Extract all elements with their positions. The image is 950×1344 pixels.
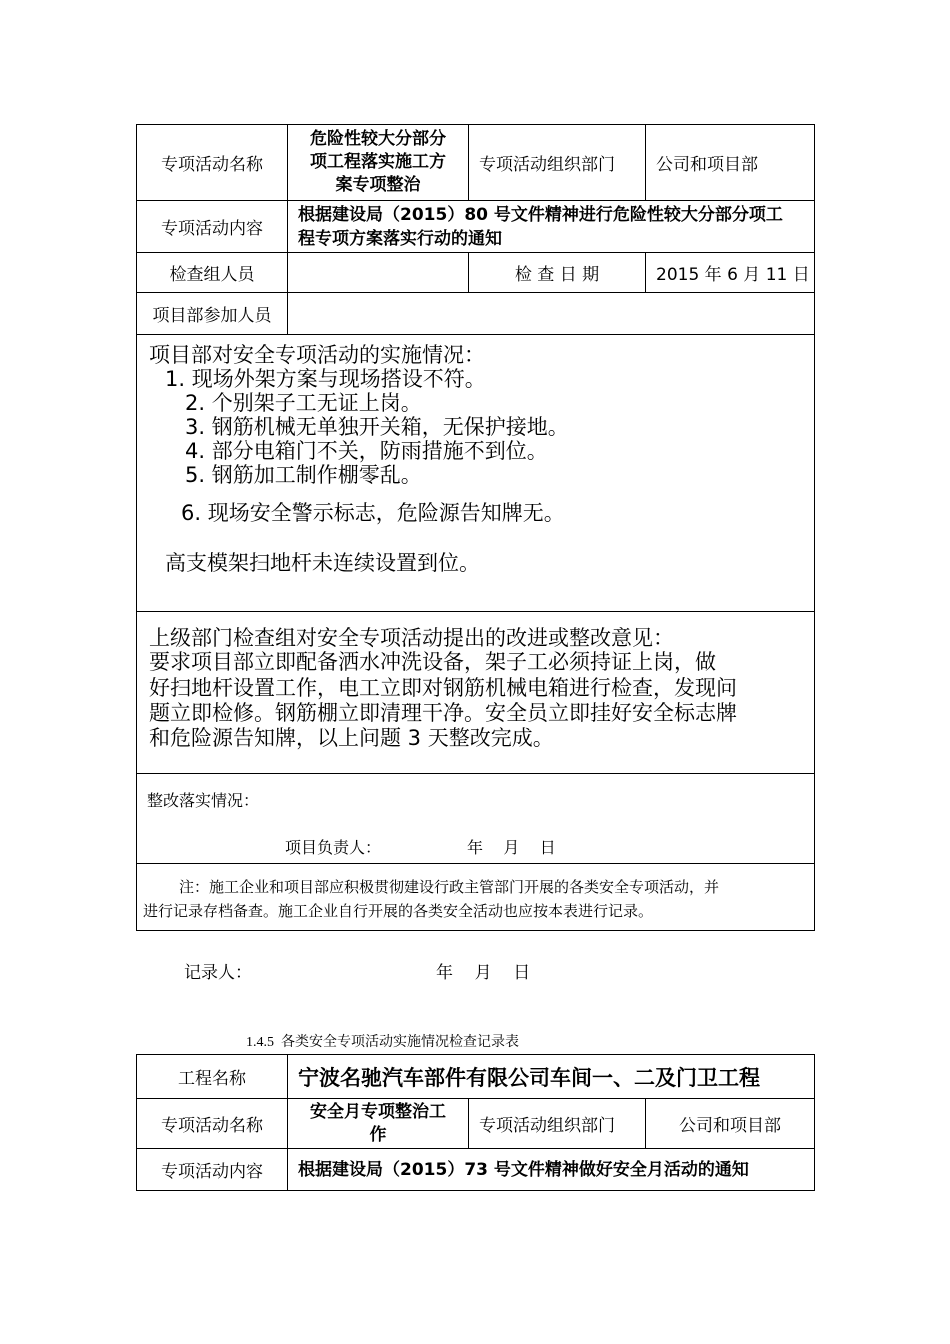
project-name-value: 宁波名驰汽车部件有限公司车间一、二及门卫工程 [288,1055,815,1099]
opinion-section [137,612,815,774]
opinion-heading: 上级部门检查组对安全专项活动提出的改进或整改意见： [149,626,674,650]
content-label: 专项活动内容 [137,1149,288,1191]
inspection-date-value: 2015 年 6 月 11 日 [646,253,815,293]
activity-name-label: 专项活动名称 [137,125,288,201]
organizer-value: 公司和项目部 [646,1099,815,1149]
implementation-item: 4. 部分电箱门不关，防雨措施不到位。 [185,439,548,463]
rectification-heading: 整改落实情况： [147,791,260,810]
opinion-line: 和危险源告知牌，以上问题 3 天整改完成。 [149,726,554,750]
rectification-section [137,774,815,864]
content-value: 根据建设局（2015）73 号文件精神做好安全月活动的通知 [288,1149,815,1191]
implementation-item: 1. 现场外架方案与现场搭设不符。 [165,367,486,391]
note-line: 注：施工企业和项目部应积极贯彻建设行政主管部门开展的各类安全专项活动，并 [179,878,720,896]
participants-label: 项目部参加人员 [137,293,288,335]
project-leader-label: 项目负责人： [285,838,382,857]
activity-name-line: 安全月专项整治工 [310,1101,446,1122]
recorder-label: 记录人： [184,963,252,983]
rectification-date: 年 月 日 [467,838,556,857]
project-name-label: 工程名称 [137,1055,288,1099]
activity-name-value [288,125,469,201]
opinion-line: 好扫地杆设置工作，电工立即对钢筋机械电箱进行检查，发现问 [149,676,737,700]
inspector-value [288,253,469,293]
opinion-line: 要求项目部立即配备洒水冲洗设备，架子工必须持证上岗，做 [149,650,716,674]
activity-name-line: 危险性较大分部分 [310,129,446,149]
organizer-value: 公司和项目部 [646,125,815,201]
activity-record-table-2 [136,1054,815,1191]
implementation-item: 高支模架扫地杆未连续设置到位。 [165,551,480,575]
content-value [288,201,815,253]
note-section [137,864,815,931]
activity-name-label: 专项活动名称 [137,1099,288,1149]
implementation-item: 2. 个别架子工无证上岗。 [185,391,422,415]
participants-value [288,293,815,335]
opinion-line: 题立即检修。钢筋棚立即清理干净。安全员立即挂好安全标志牌 [149,701,737,725]
activity-name-line: 作 [369,1124,387,1145]
organizer-label: 专项活动组织部门 [469,1099,646,1149]
table-caption: 1.4.5 各类安全专项活动实施情况检查记录表 [246,1035,519,1050]
activity-name-line: 案专项整治 [335,175,421,195]
content-line: 程专项方案落实行动的通知 [298,228,502,249]
inspector-label: 检查组人员 [137,253,288,293]
organizer-label: 专项活动组织部门 [469,125,646,201]
implementation-item: 5. 钢筋加工制作棚零乱。 [185,463,422,487]
inspection-date-label: 检 查 日 期 [469,253,646,293]
note-line: 进行记录存档备查。施工企业自行开展的各类安全活动也应按本表进行记录。 [143,902,654,920]
activity-name-line: 项工程落实施工方 [310,152,446,172]
implementation-item: 3. 钢筋机械无单独开关箱，无保护接地。 [185,415,569,439]
activity-name-value [288,1099,469,1149]
content-line: 根据建设局（2015）80 号文件精神进行危险性较大分部分项工 [298,204,783,225]
implementation-item: 6. 现场安全警示标志，危险源告知牌无。 [181,501,565,525]
implementation-section [137,335,815,612]
content-label: 专项活动内容 [137,201,288,253]
implementation-heading: 项目部对安全专项活动的实施情况： [149,343,485,367]
activity-record-table-1 [136,124,815,931]
recorder-date: 年 月 日 [436,963,531,983]
